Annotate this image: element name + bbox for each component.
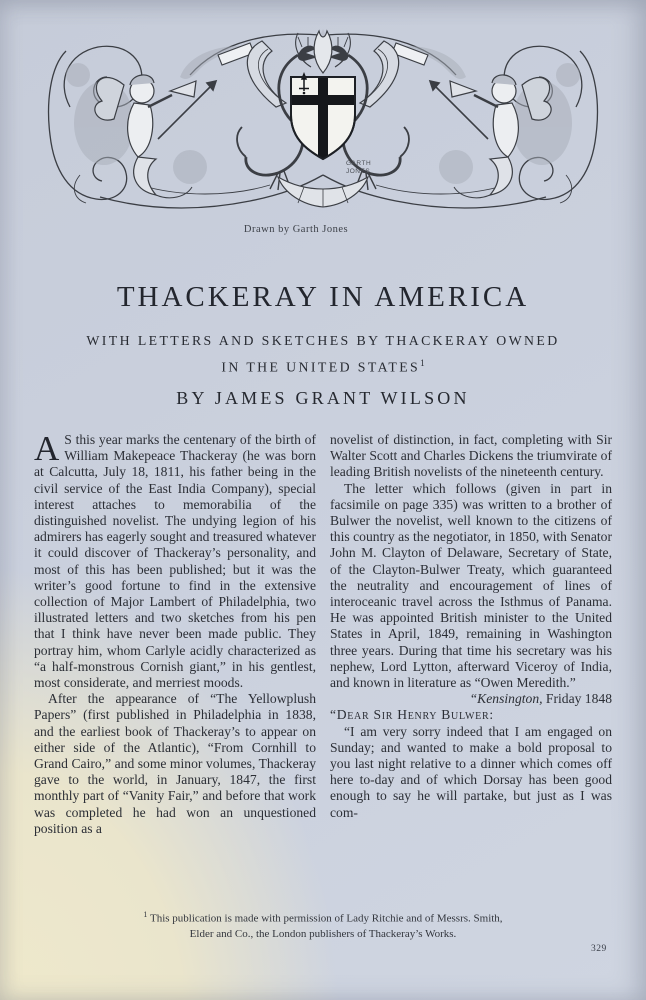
footnote-line-2: Elder and Co., the London publishers of Thackeray’s Works. xyxy=(189,928,457,941)
letter-body: “I am very sorry indeed that I am engaged on Sunday; and wanted to make a bold proposal to you last night relative to a dinner which comes off here to-day and of which Dorsay has been good enough to say he will partake, but just as I was com- xyxy=(330,723,612,820)
page-title: THACKERAY IN AMERICA xyxy=(116,281,530,313)
svg-text:JONES: JONES xyxy=(346,168,371,175)
subtitle-footnote-marker: 1 xyxy=(420,358,425,368)
paragraph-1 xyxy=(34,429,316,691)
drop-cap: A xyxy=(34,429,60,468)
paragraph-1-text: this year marks the centenary of the birth of William Makepeace Thackeray (he was born at Calcutta, July 18, 1811, his father being in the civil service of the East India Company), special interest attaches to memorabilia of the distinguished novelist. The undying legion of his admirers has eagerly sought and treasured whatever it could discover of Thackeray’s personality, and most of this has been published; but it was the writer’s good fortune to find in the extensive collection of Major Lambert of Philadelphia, two illustrated letters and two sketches from his pen that I think have never been made public. They portray him, whom Carlyle acidly characterized as “a half-monstrous Cornish giant,” in his gentlest, most considerate, and merriest moods. xyxy=(34,432,316,691)
paragraph-2: After the appearance of “The Yellowplush Papers” (first published in Philadelphia in 1838, and the earliest book of Thackeray’s to appear on either side of the Atlantic), “From Cornhill to Grand Cairo,” and some minor volumes, Thackeray gave to the world, in January, 1847, the first monthly part of “Vanity Fair,” and before that work was completed he had won an unquestioned position as a xyxy=(34,691,316,836)
header-engraving xyxy=(40,14,606,218)
byline: BY JAMES GRANT WILSON xyxy=(176,388,470,408)
article-body xyxy=(34,429,612,837)
right-column xyxy=(330,432,612,837)
letter-salutation: “Dear Sir Henry Bulwer: xyxy=(330,707,494,723)
subtitle-line-2: IN THE UNITED STATES xyxy=(221,359,421,375)
artist-signature xyxy=(346,160,371,175)
lead-letter: S xyxy=(64,432,72,447)
page-number: 329 xyxy=(591,944,607,954)
footnote-marker: 1 xyxy=(143,910,148,919)
footnote-line-1: This publication is made with permission of Lady Ritchie and of Messrs. Smith, xyxy=(149,912,503,925)
footnote xyxy=(0,907,646,943)
subtitle-line-1: WITH LETTERS AND SKETCHES BY THACKERAY OWNED xyxy=(86,333,560,348)
fan-shell-icon xyxy=(278,177,368,207)
paragraph-4: The letter which follows (given in part in facsimile on page 335) was written to a brother of Bulwer the novelist, well known to the citizens of this country as the negotiator, in 1850, with Senator John M. Clayton of Delaware, Secretary of State, of the Clayton-Bulwer Treaty, which guaranteed the neutrality and encouragement of lines of interoceanic travel across the Isthmus of Panama. He was appointed British minister to the United States in April, 1849, remaining in Washington three years. During that time his secretary was his nephew, Lord Lytton, afterward Viceroy of India, and known in literature as “Owen Meredith.” xyxy=(330,480,612,691)
shield-cross-icon xyxy=(291,74,355,159)
paragraph-3: novelist of distinction, in fact, completing with Sir Walter Scott and Charles Dickens the triumvirate of leading British novelists of the nineteenth century. xyxy=(330,432,612,480)
article-subtitle xyxy=(0,330,646,379)
svg-text:GARTH: GARTH xyxy=(346,160,372,167)
left-column xyxy=(34,429,316,837)
letter-dateline xyxy=(330,691,612,707)
artwork-caption: Drawn by Garth Jones xyxy=(243,224,349,235)
letter-date: Friday 1848 xyxy=(542,691,612,707)
letter-place: “Kensington, xyxy=(469,691,543,707)
